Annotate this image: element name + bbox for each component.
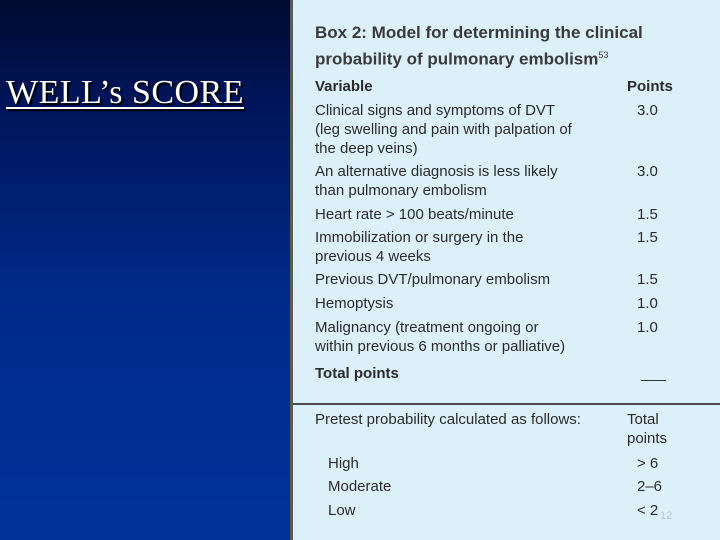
box-title [315, 22, 645, 71]
variable-label: Hemoptysis [315, 295, 394, 312]
box-title-line1: Box 2: Model for determining the clinical [315, 23, 643, 42]
total-label: Total points [315, 365, 399, 382]
variable-label: Immobilization or surgery in the previous 4 weeks [315, 229, 524, 265]
variable-points: 1.5 [637, 229, 658, 246]
slide-title: WELL’s SCORE [6, 74, 245, 111]
probability-value: > 6 [637, 455, 659, 472]
pretest-label: Pretest probability calculated as follows: [315, 411, 581, 428]
section-divider [293, 403, 720, 405]
variable-label: Previous DVT/pulmonary embolism [315, 271, 551, 288]
probability-label: High [328, 455, 359, 472]
probability-label: Moderate [328, 478, 392, 495]
variable-points: 1.5 [637, 271, 658, 288]
probability-label: Low [328, 502, 356, 519]
variable-points: 1.0 [637, 295, 658, 312]
variable-points: 1.0 [637, 319, 658, 336]
variable-points: 3.0 [637, 102, 658, 119]
header-variable: Variable [315, 78, 373, 95]
variable-label: An alternative diagnosis is less likely than pulmonary embolism [315, 163, 558, 199]
variable-label: Clinical signs and symptoms of DVT (leg swelling and pain with palpation of the deep veins) [315, 102, 572, 157]
variable-label: Heart rate > 100 beats/minute [315, 206, 514, 223]
page-number: 12 [660, 510, 673, 522]
box-title-reference: 53 [598, 50, 609, 60]
probability-value: < 2 [637, 502, 659, 519]
box-title-line2: probability of pulmonary embolism [315, 49, 599, 69]
variable-label: Malignancy (treatment ongoing or within previous 6 months or palliative) [315, 319, 566, 355]
total-points-header: Total points [627, 411, 668, 447]
total-value: ___ [641, 365, 667, 382]
wells-score-box [290, 0, 720, 540]
variable-points: 1.5 [637, 206, 658, 223]
variable-points: 3.0 [637, 163, 658, 180]
probability-value: 2–6 [637, 478, 663, 495]
header-points: Points [627, 78, 673, 95]
